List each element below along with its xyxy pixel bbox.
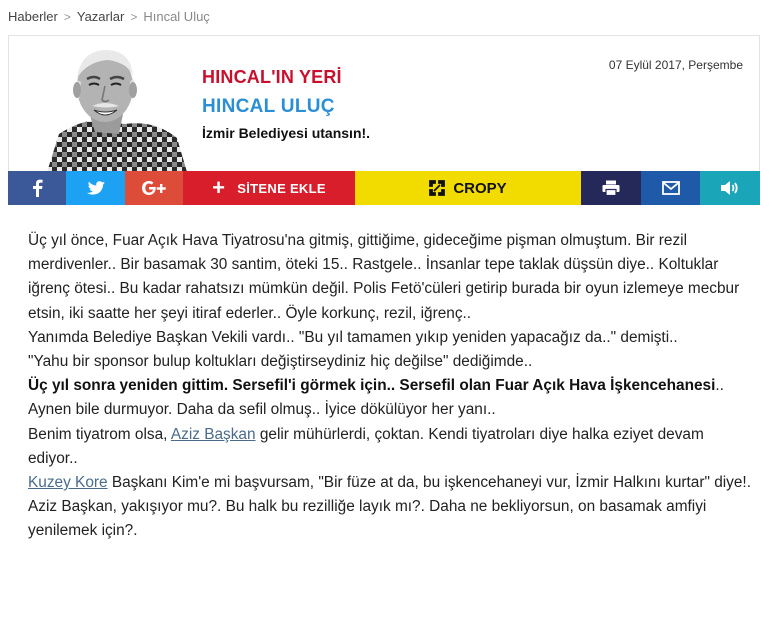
article-text: Benim tiyatrom olsa, (28, 425, 171, 443)
article-body (28, 229, 753, 544)
cropy-button[interactable] (355, 171, 581, 205)
twitter-icon (87, 181, 105, 196)
article-text: Başkanı Kim'e mi başvursam, "Bir füze at da, bu işkencehaneyi vur, İzmir Halkını kurtar" diye!. (107, 474, 751, 492)
envelope-icon (662, 181, 680, 195)
breadcrumb-section-link[interactable]: Yazarlar (76, 9, 125, 24)
article-paragraph: Yanımda Belediye Başkan Vekili vardı.. "Bu yıl tamamen yıkıp yeniden yapacağız da.." demişti.. (28, 328, 678, 346)
aziz-baskan-link[interactable]: Aziz Başkan (170, 425, 256, 443)
facebook-icon (31, 179, 43, 197)
article-paragraph: "Yahu bir sponsor bulup koltukları değiştirseydiniz hiç değilse" dediğimde.. (28, 353, 533, 371)
share-toolbar (8, 171, 760, 205)
add-to-site-label: SİTENE EKLE (237, 180, 326, 196)
listen-button[interactable] (700, 171, 760, 205)
article-paragraph (28, 374, 753, 422)
speaker-icon (720, 180, 740, 196)
twitter-share-button[interactable] (66, 171, 125, 205)
breadcrumb-current: Hıncal Uluç (143, 9, 210, 24)
plus-icon: + (212, 175, 226, 200)
google-plus-icon (141, 180, 167, 196)
article-paragraph: Aziz Başkan, yakışıyor mu?. Bu halk bu rezilliğe layık mı?. Daha ne bekliyorsun, on basamak amfiyi yenilemek için?. (28, 498, 707, 540)
article-paragraph: Üç yıl önce, Fuar Açık Hava Tiyatrosu'na gitmiş, gittiğime, gideceğime pişman olmuştum. Bir rezil merdivenler.. Bir basamak 30 santim, öteki 15.. Rastgele.. İnsanlar tepe taklak düşsün diye.. Koltuklar iğrenç ötesi.. Bu kadar rahatsızı mümkün değil. Polis Fetö'cüleri getirip burada bir oyun izlemeye mecbur etsin, iki saatte her şeyi itiraf ederler.. Öyle korkunç, rezil, iğrenç.. (28, 232, 740, 322)
article-paragraph (28, 471, 753, 495)
google-plus-share-button[interactable] (125, 171, 183, 205)
printer-icon (602, 180, 620, 196)
article-bold-text: Üç yıl sonra yeniden gittim. Sersefil'i görmek için.. Sersefil olan Fuar Açık Hava İşkencehanesi (28, 377, 716, 395)
article-title: İzmir Belediyesi utansın!. (202, 125, 371, 141)
article-paragraph (28, 423, 753, 471)
add-to-site-button[interactable] (183, 171, 355, 205)
column-name[interactable]: HINCAL'IN YERİ (202, 67, 342, 87)
facebook-share-button[interactable] (8, 171, 66, 205)
breadcrumb (8, 9, 210, 24)
article-date: 07 Eylül 2017, Perşembe (608, 58, 743, 72)
chevron-right-icon: > (130, 9, 138, 24)
print-button[interactable] (581, 171, 641, 205)
article-text: .. Aynen bile durmuyor. Daha da sefil olmuş.. İyice dökülüyor her yanı.. (28, 377, 724, 419)
author-header (8, 35, 760, 171)
author-name[interactable]: HINCAL ULUÇ (202, 96, 335, 117)
article-text: gelir mühürlerdi, çoktan. Kendi tiyatroları diye halka eziyet devam ediyor.. (28, 425, 704, 467)
cropy-label: CROPY (453, 179, 507, 197)
author-portrait (37, 42, 187, 171)
breadcrumb-home-link[interactable]: Haberler (8, 9, 58, 24)
crop-icon (429, 180, 445, 196)
email-share-button[interactable] (641, 171, 700, 205)
chevron-right-icon: > (63, 9, 71, 24)
kuzey-kore-link[interactable]: Kuzey Kore (28, 474, 108, 492)
